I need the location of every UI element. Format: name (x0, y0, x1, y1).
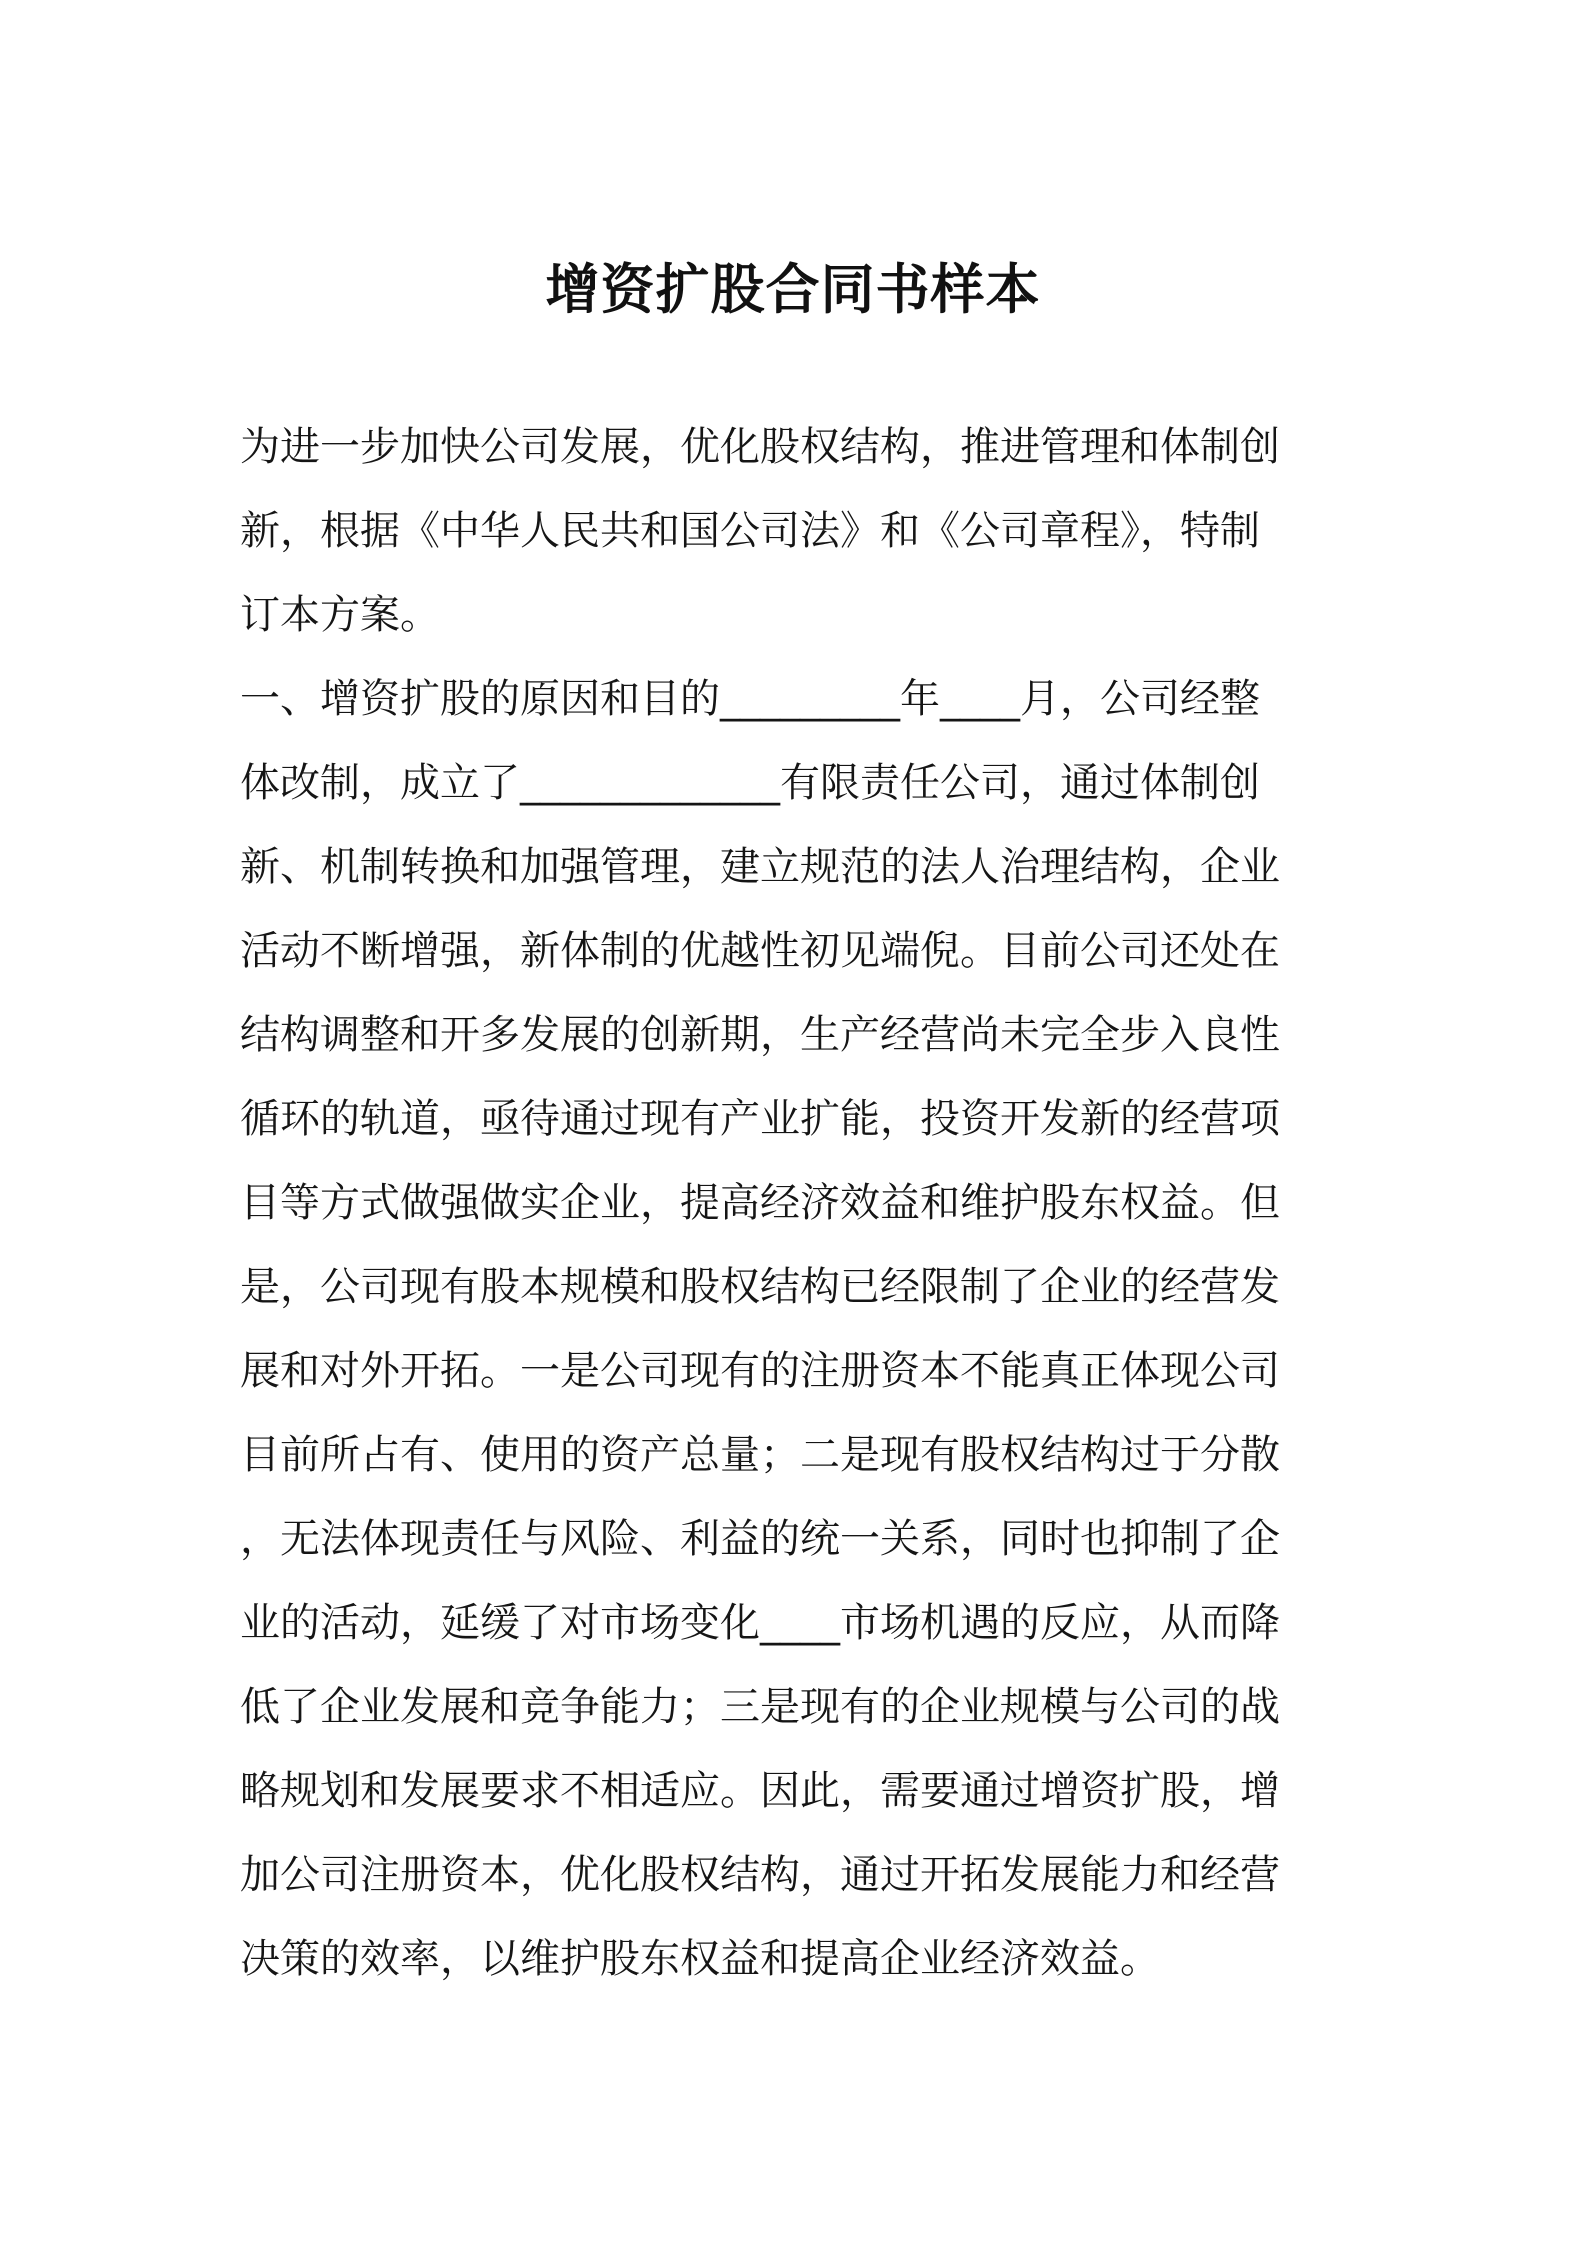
body-line: ，无法体现责任与风险、利益的统一关系，同时也抑制了企 (240, 1516, 1280, 1562)
document-body (240, 405, 1350, 2001)
body-line: 新、机制转换和加强管理，建立规范的法人治理结构，企业 (240, 844, 1280, 890)
body-line: 新，根据《中华人民共和国公司法》和《公司章程》，特制 (240, 508, 1260, 554)
body-line: 目等方式做强做实企业，提高经济效益和维护股东权益。但 (240, 1180, 1280, 1226)
body-line: 是，公司现有股本规模和股权结构已经限制了企业的经营发 (240, 1264, 1280, 1310)
body-line: 结构调整和开多发展的创新期，生产经营尚未完全步入良性 (240, 1012, 1280, 1058)
body-line: 目前所占有、使用的资产总量；二是现有股权结构过于分散 (240, 1432, 1280, 1478)
body-line: 展和对外开拓。一是公司现有的注册资本不能真正体现公司 (240, 1348, 1280, 1394)
body-line: 加公司注册资本，优化股权结构，通过开拓发展能力和经营 (240, 1852, 1280, 1898)
body-line: 为进一步加快公司发展，优化股权结构，推进管理和体制创 (240, 424, 1280, 470)
body-line: 略规划和发展要求不相适应。因此，需要通过增资扩股，增 (240, 1768, 1280, 1814)
body-line: 决策的效率，以维护股东权益和提高企业经济效益。 (240, 1936, 1160, 1982)
body-line: 业的活动，延缓了对市场变化____市场机遇的反应，从而降 (240, 1600, 1280, 1646)
body-line: 一、增资扩股的原因和目的_________年____月，公司经整 (240, 676, 1260, 722)
body-line: 体改制，成立了_____________有限责任公司，通过体制创 (240, 760, 1260, 806)
document-title: 增资扩股合同书样本 (545, 258, 1041, 321)
body-line: 循环的轨道，亟待通过现有产业扩能，投资开发新的经营项 (240, 1096, 1280, 1142)
body-line: 低了企业发展和竞争能力；三是现有的企业规模与公司的战 (240, 1684, 1280, 1730)
body-line: 活动不断增强，新体制的优越性初见端倪。目前公司还处在 (240, 928, 1280, 974)
body-line: 订本方案。 (240, 592, 440, 638)
